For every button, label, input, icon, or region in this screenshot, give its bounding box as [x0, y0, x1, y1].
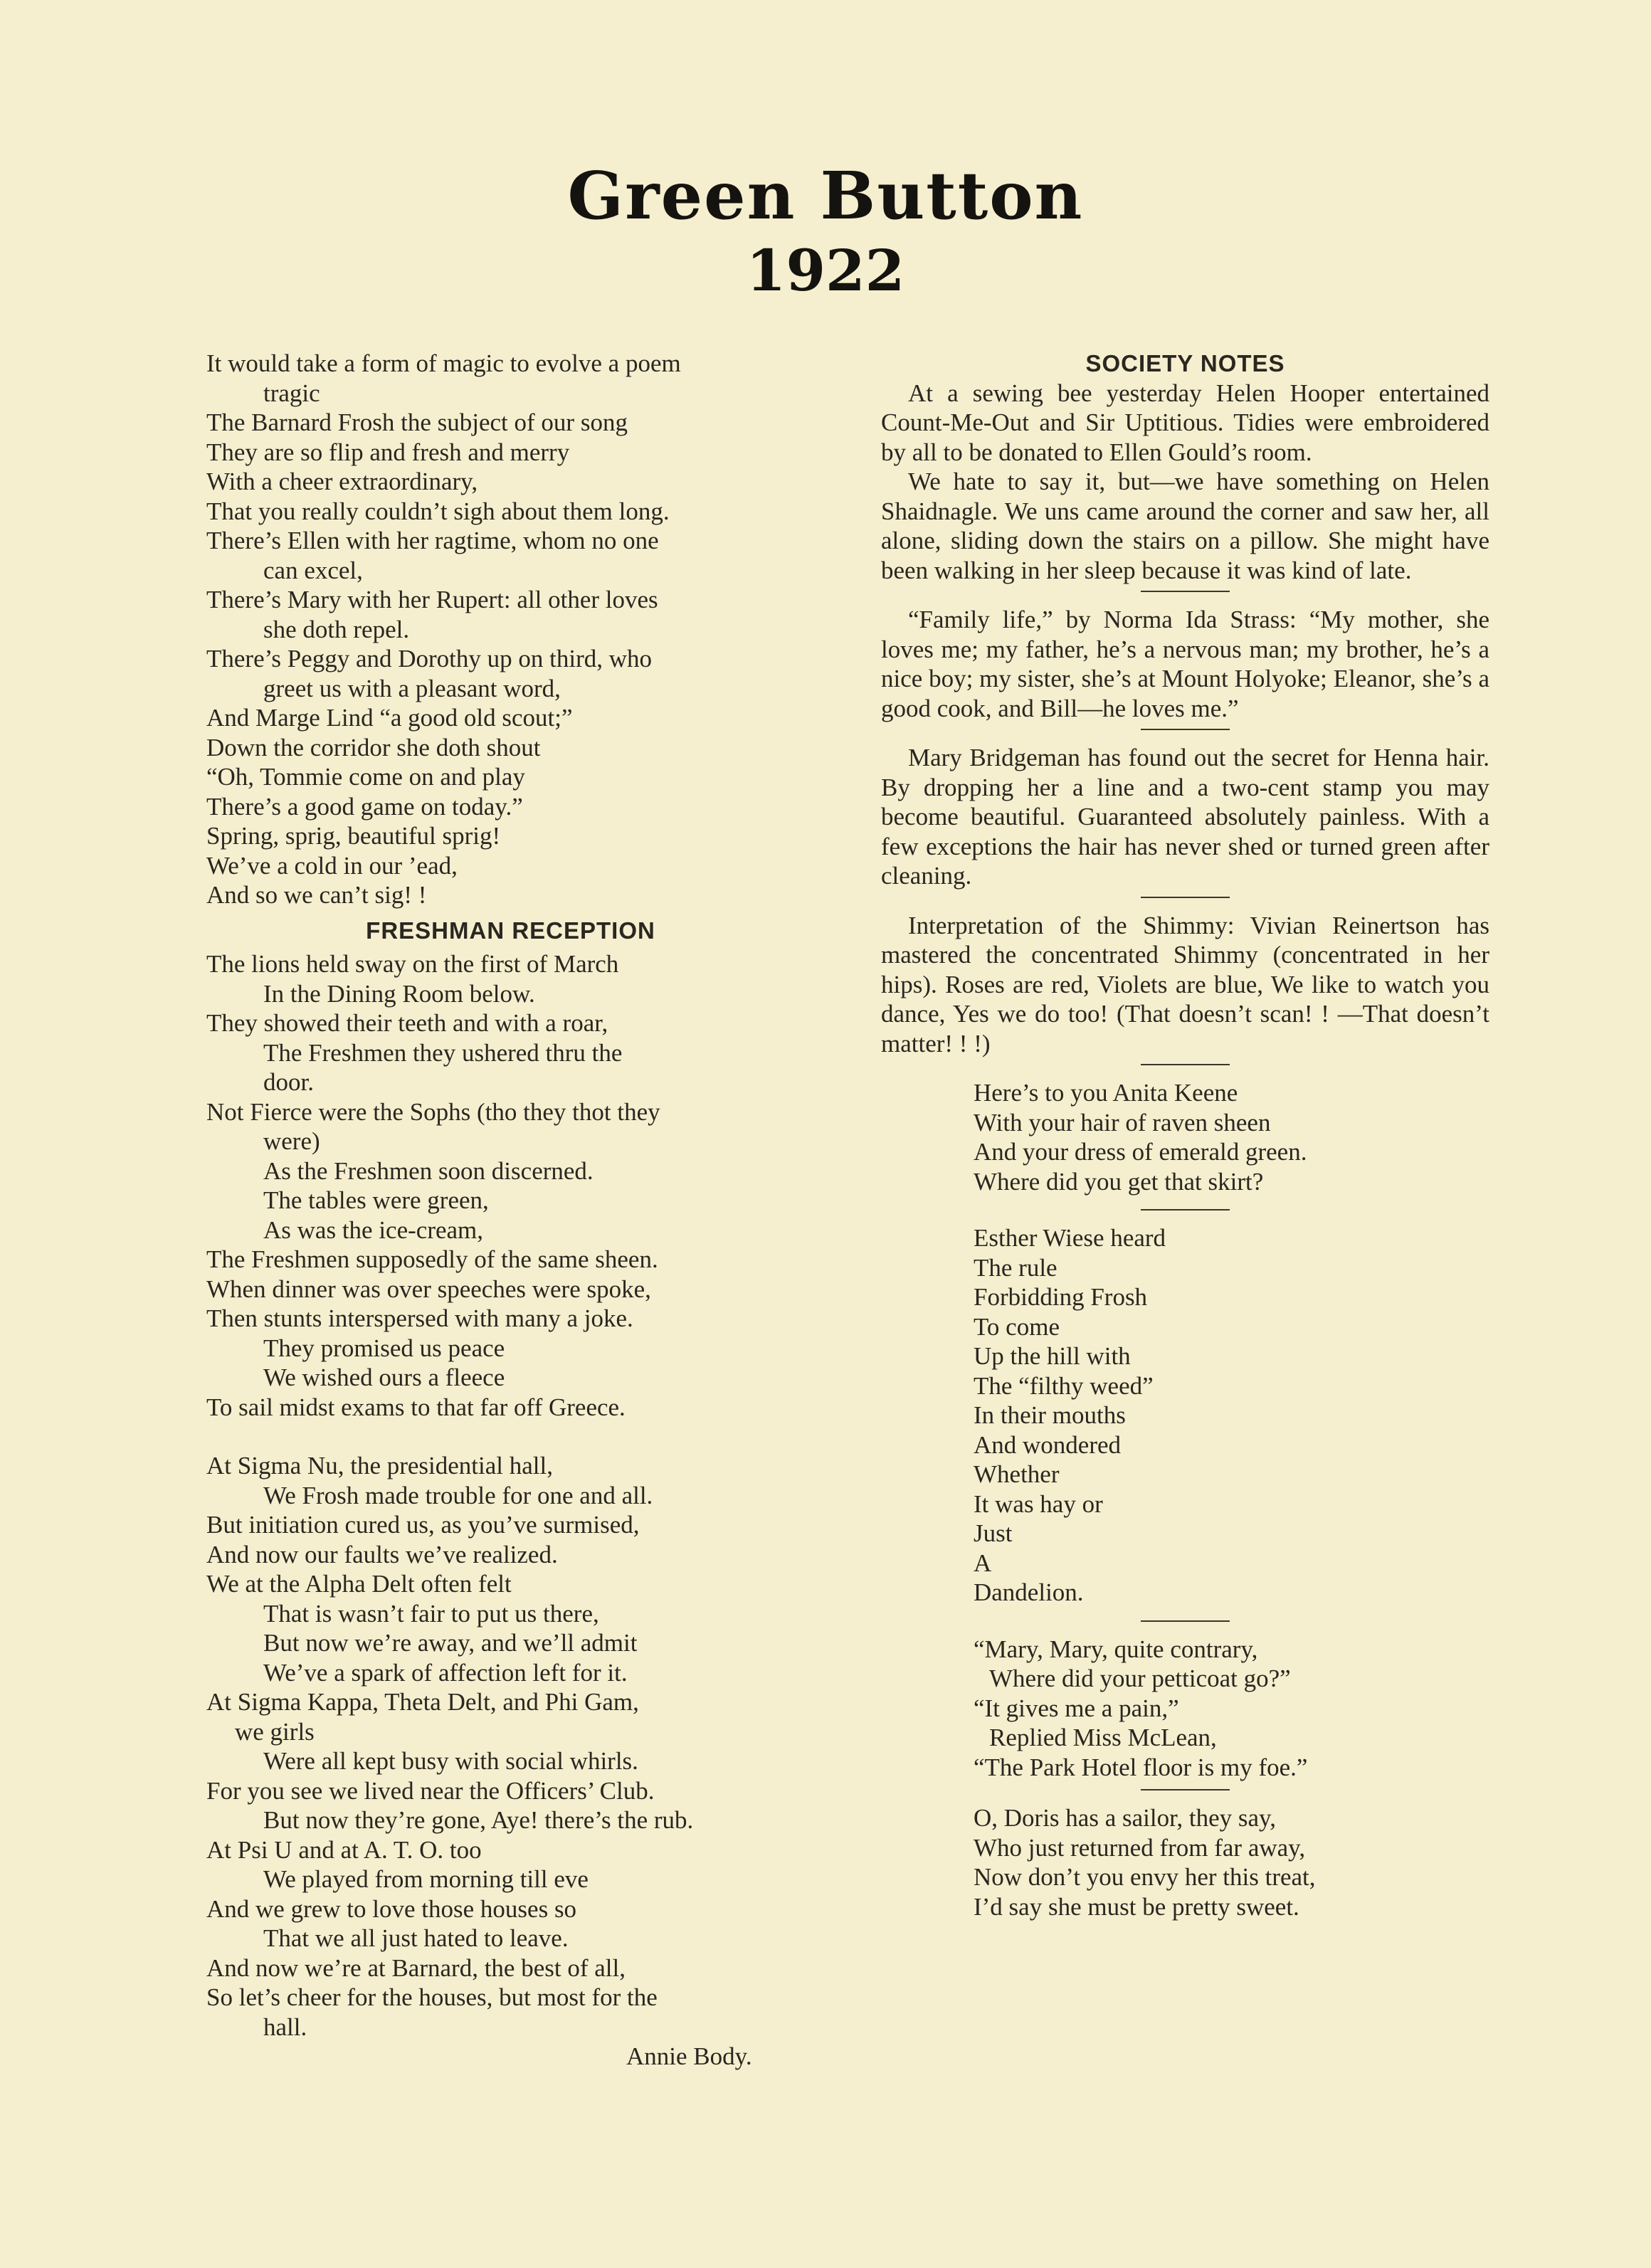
- poem-line: For you see we lived near the Officers’ Club.: [206, 1776, 655, 1805]
- poem-line: They showed their teeth and with a roar,: [206, 1009, 608, 1037]
- verse-line: With your hair of raven sheen: [974, 1108, 1271, 1136]
- masthead: [0, 157, 1651, 305]
- page-title: Green Button: [567, 157, 1084, 234]
- poem-line: And now we’re at Barnard, the best of all,: [206, 1953, 626, 1982]
- stanza-gap: [206, 1422, 815, 1451]
- poem-line: can excel,: [263, 556, 363, 584]
- verse-line: Who just returned from far away,: [974, 1833, 1306, 1862]
- poem-line: greet us with a pleasant word,: [263, 674, 561, 702]
- poem-line: Were all kept busy with social whirls.: [263, 1747, 638, 1775]
- divider: [1141, 1209, 1230, 1211]
- verse-line: In their mouths: [974, 1401, 1126, 1429]
- poem-line: There’s Ellen with her ragtime, whom no one: [206, 527, 659, 554]
- verse-line: It was hay or: [974, 1489, 1103, 1518]
- verse-esther-wiese: [881, 1223, 1489, 1608]
- year: 1922: [746, 237, 905, 305]
- verse-line: “Mary, Mary, quite contrary,: [974, 1635, 1258, 1663]
- poem-line: And Marge Lind “a good old scout;”: [206, 704, 573, 732]
- divider: [1141, 1620, 1230, 1622]
- note-paragraph: Mary Bridgeman has found out the secret for Henna hair. By dropping her a line and a two-cent stamp you may become beautiful. Guaranteed absolutely painless. With a few exceptions the hair has never shed or turned green after cleaning.: [881, 744, 1489, 890]
- poem-line: They are so flip and fresh and merry: [206, 438, 570, 466]
- verse-line: Esther Wiese heard: [974, 1224, 1166, 1252]
- verse-line: Dandelion.: [974, 1578, 1084, 1606]
- poem-line: But initiation cured us, as you’ve surmised,: [206, 1511, 640, 1539]
- poem-line: That we all just hated to leave.: [263, 1924, 569, 1952]
- poem-line: we girls: [235, 1717, 315, 1746]
- poem-line: There’s Peggy and Dorothy up on third, who: [206, 645, 653, 673]
- verse-anita-keene: [881, 1078, 1489, 1196]
- poem-line: But now we’re away, and we’ll admit: [263, 1629, 638, 1657]
- poem-line: Spring, sprig, beautiful sprig!: [206, 822, 501, 850]
- society-notes-heading: SOCIETY NOTES: [1085, 350, 1285, 376]
- verse-line: Up the hill with: [974, 1342, 1131, 1370]
- poem-line: As was the ice-cream,: [263, 1215, 484, 1244]
- poem-line: Then stunts interspersed with many a joke.: [206, 1304, 633, 1332]
- verse-line: Forbidding Frosh: [974, 1283, 1148, 1311]
- poem-line: And we grew to love those houses so: [206, 1894, 577, 1923]
- poem-line: In the Dining Room below.: [263, 979, 535, 1008]
- verse-line: And your dress of emerald green.: [974, 1138, 1307, 1166]
- poem-line: The lions held sway on the first of March: [206, 950, 619, 978]
- poem-line: hall.: [263, 2013, 307, 2041]
- poem-line: The Barnard Frosh the subject of our song: [206, 408, 628, 436]
- divider: [1141, 729, 1230, 730]
- poem-line: tragic: [263, 379, 320, 407]
- verse-line: O, Doris has a sailor, they say,: [974, 1804, 1276, 1832]
- poem-line: We wished ours a fleece: [263, 1364, 505, 1391]
- poem-line: We Frosh made trouble for one and all.: [263, 1481, 653, 1509]
- verse-line: Here’s to you Anita Keene: [974, 1079, 1238, 1107]
- poem-line: The Freshmen supposedly of the same sheen.: [206, 1245, 658, 1273]
- verse-line: Just: [974, 1519, 1013, 1547]
- poem-line: But now they’re gone, Aye! there’s the rub.: [263, 1806, 694, 1834]
- divider: [1141, 897, 1230, 898]
- verse-line: The “filthy weed”: [974, 1371, 1154, 1400]
- poem-line: That is wasn’t fair to put us there,: [263, 1599, 599, 1628]
- verse-line: And wondered: [974, 1430, 1122, 1459]
- opening-poem: [206, 349, 815, 910]
- poem-line: were): [263, 1127, 320, 1155]
- verse-line: To come: [974, 1312, 1060, 1341]
- verse-doris-sailor: [881, 1803, 1489, 1921]
- author-signature: Annie Body.: [626, 2042, 752, 2070]
- poem-line: It would take a form of magic to evolve a poem: [206, 349, 681, 377]
- verse-line: The rule: [974, 1253, 1057, 1282]
- note-paragraph: At a sewing bee yesterday Helen Hooper entertained Count-Me-Out and Sir Uptitious. Tidies were embroidered by all to be donated to Ellen Gould’s room.: [881, 379, 1489, 466]
- poem-line: We’ve a spark of affection left for it.: [263, 1658, 628, 1687]
- poem-line: door.: [263, 1068, 314, 1096]
- poem-line: At Psi U and at A. T. O. too: [206, 1835, 482, 1864]
- poem-line: The Freshmen they ushered thru the: [263, 1038, 623, 1067]
- poem-line: We played from morning till eve: [263, 1865, 589, 1893]
- freshman-reception-heading: FRESHMAN RECEPTION: [366, 917, 655, 944]
- poem-line: With a cheer extraordinary,: [206, 468, 478, 495]
- freshman-reception-poem: [206, 949, 815, 1422]
- poem-line: Not Fierce were the Sophs (tho they thot they: [206, 1097, 660, 1126]
- poem-line: Down the corridor she doth shout: [206, 733, 541, 761]
- poem-line: We at the Alpha Delt often felt: [206, 1570, 512, 1598]
- verse-line: Replied Miss McLean,: [989, 1724, 1217, 1751]
- poem-line: To sail midst exams to that far off Greece.: [206, 1393, 626, 1421]
- note-paragraph: Interpretation of the Shimmy: Vivian Reinertson has mastered the concentrated Shimmy (concentrated in her hips). Roses are red, Violets are blue, We like to watch you dance, Yes we do too! (That doesn’t scan! ! —That doesn’t matter! ! !): [881, 911, 1489, 1057]
- poem-line: The tables were green,: [263, 1186, 489, 1214]
- poem-line: There’s a good game on today.”: [206, 792, 523, 821]
- poem-line: So let’s cheer for the houses, but most for the: [206, 1983, 658, 2011]
- poem-line: That you really couldn’t sigh about them long.: [206, 497, 670, 525]
- poem-line: “Oh, Tommie come on and play: [206, 763, 525, 791]
- houses-poem: [206, 1451, 815, 2042]
- verse-line: A: [974, 1549, 992, 1577]
- left-column: [206, 349, 815, 2072]
- poem-line: At Sigma Nu, the presidential hall,: [206, 1452, 553, 1480]
- poem-line: They promised us peace: [263, 1334, 505, 1362]
- poem-line: And now our faults we’ve realized.: [206, 1540, 558, 1568]
- note-paragraph: We hate to say it, but—we have something on Helen Shaidnagle. We uns came around the corner and saw her, all alone, sliding down the stairs on a pillow. She might have been walking in her sleep because it was kind of late.: [881, 468, 1489, 584]
- verse-line: Whether: [974, 1460, 1060, 1488]
- poem-line: As the Freshmen soon discerned.: [263, 1156, 594, 1185]
- verse-line: Now don’t you envy her this treat,: [974, 1863, 1316, 1891]
- verse-line: Where did your petticoat go?”: [989, 1665, 1291, 1692]
- divider: [1141, 1789, 1230, 1790]
- poem-line: And so we can’t sig! !: [206, 881, 427, 909]
- right-column: [881, 349, 1489, 1921]
- poem-line: she doth repel.: [263, 615, 410, 643]
- verse-line: I’d say she must be pretty sweet.: [974, 1892, 1299, 1921]
- poem-line: There’s Mary with her Rupert: all other loves: [206, 586, 658, 613]
- divider: [1141, 591, 1230, 592]
- divider: [1141, 1064, 1230, 1065]
- poem-line: We’ve a cold in our ’ead,: [206, 851, 458, 880]
- poem-line: When dinner was over speeches were spoke,: [206, 1275, 651, 1303]
- verse-line: “It gives me a pain,”: [974, 1694, 1179, 1722]
- verse-line: “The Park Hotel floor is my foe.”: [974, 1753, 1308, 1781]
- verse-mary-contrary: [881, 1635, 1489, 1783]
- verse-line: Where did you get that skirt?: [974, 1167, 1264, 1196]
- poem-line: At Sigma Kappa, Theta Delt, and Phi Gam,: [206, 1688, 639, 1716]
- note-paragraph: “Family life,” by Norma Ida Strass: “My mother, she loves me; my father, he’s a nervous man; my brother, he’s a nice boy; my sister, she’s at Mount Holyoke; Eleanor, she’s a good cook, and Bill—he loves me.”: [881, 606, 1489, 722]
